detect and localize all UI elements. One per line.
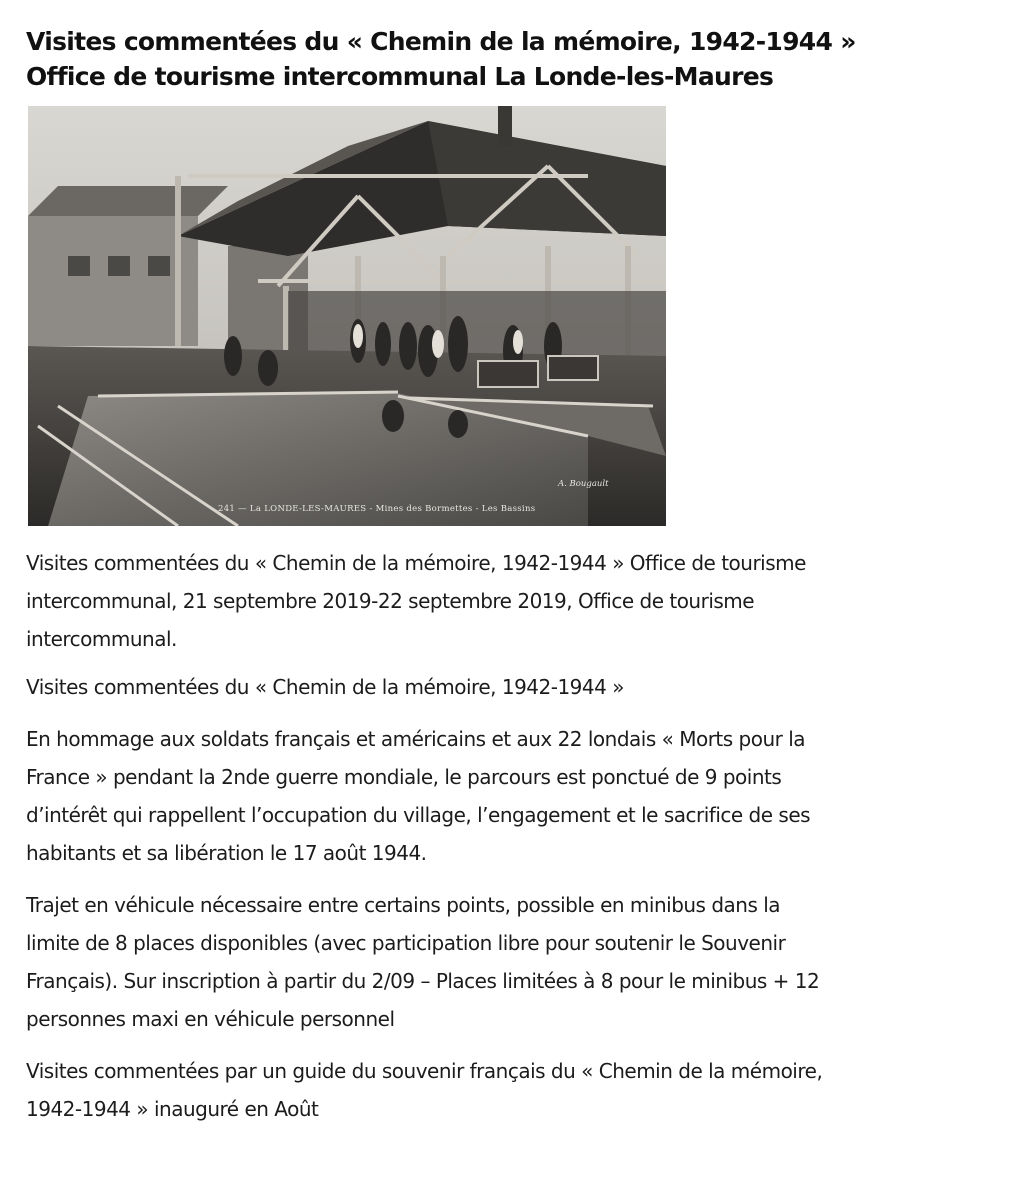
photo-illustration: [28, 106, 666, 526]
text-line: En hommage aux soldats français et américains et aux 22 londais « Morts pour la: [26, 727, 806, 751]
title-line-1: Visites commentées du « Chemin de la mémoire, 1942-1944 »: [26, 27, 856, 56]
text-line: Visites commentées par un guide du souvenir français du « Chemin de la mémoire,: [26, 1059, 823, 1083]
text-line: personnes maxi en véhicule personnel: [26, 1007, 395, 1031]
article: [26, 24, 1006, 1128]
paragraph-event-title: [26, 668, 1006, 706]
text-line: Trajet en véhicule nécessaire entre certains points, possible en minibus dans la: [26, 893, 781, 917]
text-line: Visites commentées du « Chemin de la mémoire, 1942-1944 » Office de tourisme: [26, 551, 806, 575]
historical-photo: [28, 106, 666, 526]
text-line: habitants et sa libération le 17 août 1944.: [26, 841, 427, 865]
text-line: France » pendant la 2nde guerre mondiale, le parcours est ponctué de 9 points: [26, 765, 782, 789]
text-line: 1942-1944 » inauguré en Août: [26, 1097, 319, 1121]
text-line: intercommunal, 21 septembre 2019-22 septembre 2019, Office de tourisme: [26, 589, 755, 613]
text-line: d’intérêt qui rappellent l’occupation du village, l’engagement et le sacrifice de ses: [26, 803, 811, 827]
text-line: Français). Sur inscription à partir du 2/09 – Places limitées à 8 pour le minibus + 12: [26, 969, 820, 993]
text-line: Visites commentées du « Chemin de la mémoire, 1942-1944 »: [26, 675, 624, 699]
paragraph-guide: [26, 1052, 1006, 1128]
paragraph-transport: [26, 886, 1006, 1038]
text-line: limite de 8 places disponibles (avec participation libre pour soutenir le Souvenir: [26, 931, 786, 955]
title-line-2: Office de tourisme intercommunal La Londe-les-Maures: [26, 62, 774, 91]
paragraph-tribute: [26, 720, 1006, 872]
page-title: [26, 24, 1006, 94]
text-line: intercommunal.: [26, 627, 177, 651]
paragraph-event-summary: [26, 544, 1006, 658]
photo-signature: A. Bougault: [558, 479, 609, 489]
photo-caption: 241 — La LONDE-LES-MAURES - Mines des Bormettes - Les Bassins: [218, 504, 536, 514]
